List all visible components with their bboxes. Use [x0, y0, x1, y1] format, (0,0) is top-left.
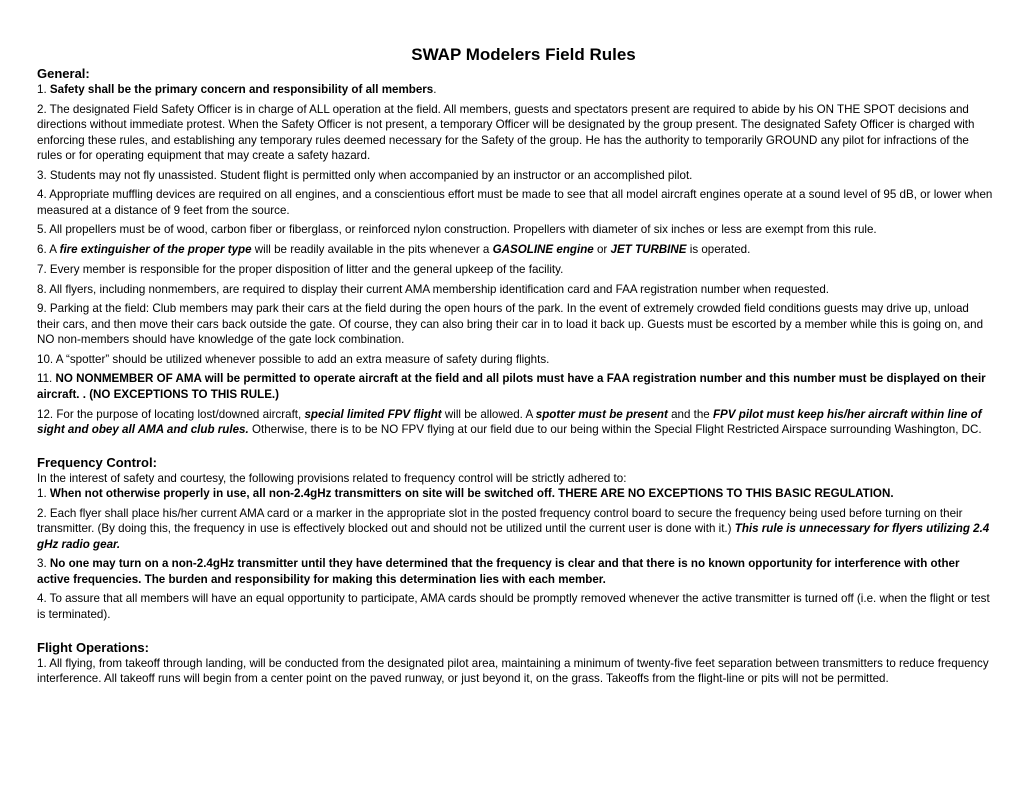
gasoline-engine-emphasis: GASOLINE engine [492, 243, 594, 257]
text-segment: 6. A [37, 243, 60, 257]
text-segment: Otherwise, there is to be NO FPV flying at our field due to our being within the Special Flight Restricted Airspace surrounding Washington, DC. [248, 422, 982, 436]
rule-number: 11. [37, 372, 56, 386]
rule-number: 3. [37, 557, 50, 571]
rule-number: 1. [37, 487, 50, 501]
rule-frequency-3 [37, 556, 994, 587]
spotter-emphasis: spotter must be present [535, 407, 668, 421]
jet-turbine-emphasis: JET TURBINE [610, 243, 687, 257]
text-segment: or [593, 243, 611, 257]
section-gap [37, 442, 994, 455]
rule-general-12 [37, 407, 994, 438]
rule-bold-text: When not otherwise properly in use, all non-2.4gHz transmitters on site will be switched off. THERE ARE NO EXCEPTIONS TO THIS BASIC REGULATION. [49, 487, 894, 501]
rule-general-10: 10. A “spotter” should be utilized whenever possible to add an extra measure of safety during flights. [37, 352, 550, 366]
rule-general-1 [37, 82, 994, 97]
rule-general-3: 3. Students may not fly unassisted. Student flight is permitted only when accompanied by an instructor or an accomplished pilot. [37, 168, 693, 182]
text-segment: and the [667, 407, 713, 421]
rule-bold-text: Safety shall be the primary concern and responsibility of all members [49, 83, 434, 96]
rule-general-2: 2. The designated Field Safety Officer is in charge of ALL operation at the field. All members, guests and spectators present are required to abide by his ON THE SPOT decisions and directions without immediate protest. When the Safety Officer is not present, a temporary Officer will be designated by the group present. The designated Safety Officer is charged with enforcing these rules, and establishing any temporary rules deemed necessary for the Safety of the group. He has the authority to temporarily GROUND any pilot for infractions of the rules or for operating equipment that may create a safety hazard. [37, 102, 975, 162]
frequency-heading: Frequency Control: [37, 454, 157, 470]
page-title: SWAP Modelers Field Rules [411, 45, 636, 64]
rule-number: 1. [37, 83, 50, 96]
fire-extinguisher-emphasis: fire extinguisher of the proper type [59, 243, 252, 257]
rule-general-5: 5. All propellers must be of wood, carbon fiber or fiberglass, or reinforced nylon construction. Propellers with diameter of six inches or less are exempt from this rule. [37, 223, 877, 237]
rule-general-11 [37, 371, 994, 402]
rule-frequency-4: 4. To assure that all members will have an equal opportunity to participate, AMA cards should be promptly removed whenever the active transmitter is turned off (i.e. when the flight or test is terminated). [37, 592, 990, 621]
fpv-flight-emphasis: special limited FPV flight [304, 407, 442, 421]
rule-general-6 [37, 242, 994, 257]
rule-frequency-2 [37, 506, 994, 552]
rule-flight-1: 1. All flying, from takeoff through landing, will be conducted from the designated pilot area, maintaining a minimum of twenty-five feet separation between transmitters to reduce frequency interference. All takeoff runs will begin from a center point on the paved runway, or just beyond it, on the grass. Takeoffs from the flight-line or pits will not be permitted. [37, 656, 989, 685]
rule-general-8: 8. All flyers, including nonmembers, are required to display their current AMA membership identification card and FAA registration number when requested. [37, 282, 830, 296]
unnecessary-rule-emphasis: This rule is unnecessary for flyers utilizing 2.4 gHz radio gear. [37, 522, 990, 551]
text-segment: is operated. [686, 243, 751, 257]
rule-frequency-1 [37, 486, 994, 501]
general-heading: General: [37, 66, 90, 81]
text-segment: 12. For the purpose of locating lost/downed aircraft, [37, 407, 305, 421]
rule-general-4: 4. Appropriate muffling devices are required on all engines, and a conscientious effort must be made to see that all model aircraft engines operate at a sound level of 95 dB, or lower when measured at a distance of 9 feet from the source. [37, 188, 993, 217]
rule-end: . [433, 83, 437, 96]
rule-general-7: 7. Every member is responsible for the proper disposition of litter and the general upkeep of the facility. [37, 262, 564, 276]
frequency-intro: In the interest of safety and courtesy, the following provisions related to frequency control will be strictly adhered to: [37, 471, 627, 485]
rule-bold-text: NO NONMEMBER OF AMA will be permitted to operate aircraft at the field and all pilots must have a FAA registration number and this number must be displayed on their aircraft. . (NO EXCEPTIONS TO THIS RULE.) [37, 372, 986, 401]
flight-heading: Flight Operations: [37, 639, 149, 655]
text-segment: will be readily available in the pits whenever a [251, 243, 493, 257]
fpv-pilot-emphasis: FPV pilot must keep his/her aircraft within line of sight and obey all AMA and club rules. [37, 407, 982, 436]
text-segment: 2. Each flyer shall place his/her current AMA card or a marker in the appropriate slot in the posted frequency control board to secure the frequency being used before turning on their transmitter. (By doing this, the frequency in use is effectively blocked out and should not be utilized until the current user is done with it.) [37, 506, 963, 536]
section-gap [37, 627, 994, 640]
rule-general-9: 9. Parking at the field: Club members may park their cars at the field during the open hours of the park. In the event of extremely crowded field conditions guests may drive up, unload their cars, and then move their cars back outside the gate. Of course, they can also bring their car in to load it back up. Guests must be escorted by a member while this is going on, and NO non-members should have knowledge of the gate lock combination. [37, 302, 984, 347]
text-segment: will be allowed. A [441, 407, 536, 421]
rule-bold-text: No one may turn on a non-2.4gHz transmitter until they have determined that the frequency is clear and that there is no known opportunity for interference with other active frequencies. The burden and responsibility for making this determination lies with each member. [37, 557, 960, 586]
